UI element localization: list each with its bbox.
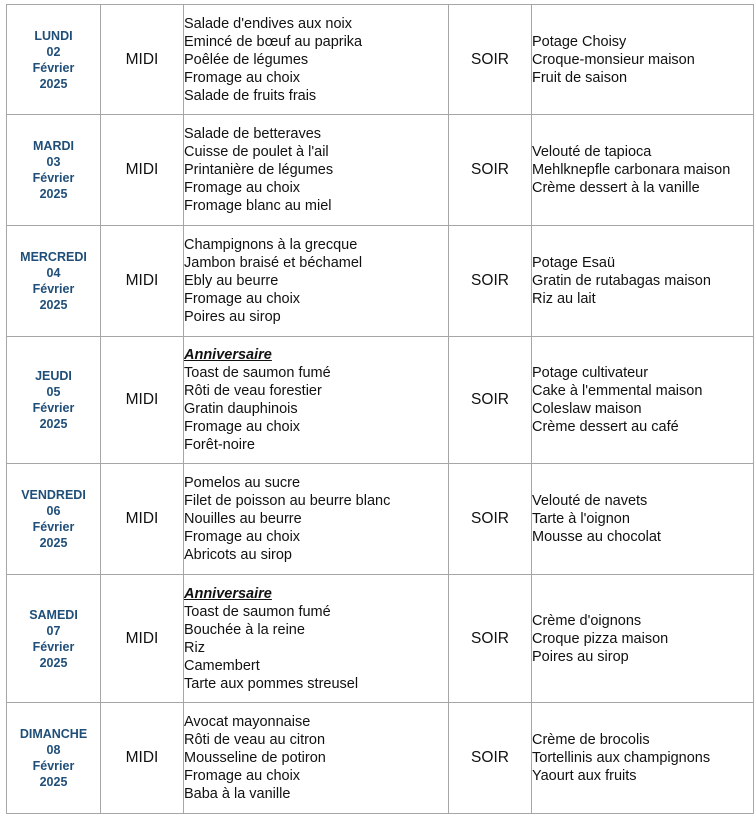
dish-item: Jambon braisé et béchamel bbox=[184, 255, 363, 271]
dish-item: Filet de poisson au beurre blanc bbox=[184, 493, 391, 509]
midi-dishes bbox=[184, 703, 449, 814]
soir-dishes bbox=[532, 115, 754, 226]
dish-item: Velouté de tapioca bbox=[532, 144, 652, 160]
day-year: 2025 bbox=[39, 536, 68, 550]
day-day: MERCREDI bbox=[20, 250, 87, 264]
day-month: Février bbox=[32, 282, 75, 296]
dish-item: Forêt-noire bbox=[184, 437, 255, 453]
day-row bbox=[7, 575, 754, 703]
dish-item: Riz bbox=[184, 639, 205, 656]
day-year: 2025 bbox=[39, 775, 68, 789]
day-cell bbox=[7, 575, 101, 703]
soir-dishes bbox=[532, 703, 754, 814]
day-day: VENDREDI bbox=[21, 488, 86, 502]
dish-item: Baba à la vanille bbox=[184, 786, 291, 802]
soir-label: SOIR bbox=[449, 464, 532, 575]
day-day: LUNDI bbox=[34, 28, 73, 43]
day-year: 2025 bbox=[39, 298, 68, 312]
dish-item: Avocat mayonnaise bbox=[184, 714, 311, 730]
dish-item: Gratin dauphinois bbox=[184, 401, 298, 417]
dish-item: Crème de brocolis bbox=[532, 732, 650, 748]
day-month: Février bbox=[32, 60, 75, 75]
midi-dishes bbox=[184, 464, 449, 575]
dish-item: Croque pizza maison bbox=[532, 630, 669, 647]
dish-item: Mousse au chocolat bbox=[532, 529, 661, 545]
day-cell bbox=[7, 115, 101, 226]
dish-item: Rôti de veau au citron bbox=[184, 732, 326, 748]
soir-label: SOIR bbox=[449, 115, 532, 226]
dish-item: Salade de betteraves bbox=[184, 126, 322, 142]
soir-label: SOIR bbox=[449, 5, 532, 115]
dish-item: Camembert bbox=[184, 657, 260, 674]
day-row bbox=[7, 703, 754, 814]
dish-item: Ebly au beurre bbox=[184, 273, 279, 289]
day-row bbox=[7, 337, 754, 464]
dish-item: Pomelos au sucre bbox=[184, 475, 301, 491]
day-month: Février bbox=[32, 401, 75, 415]
dish-item: Bouchée à la reine bbox=[184, 621, 305, 638]
dish-item: Tortellinis aux champignons bbox=[532, 750, 711, 766]
day-date: 08 bbox=[46, 743, 61, 757]
dish-item: Fruit de saison bbox=[532, 69, 628, 86]
day-day: SAMEDI bbox=[29, 607, 78, 622]
dish-item: Nouilles au beurre bbox=[184, 511, 302, 527]
dish-item: Toast de saumon fumé bbox=[184, 365, 331, 381]
midi-dishes bbox=[184, 5, 449, 115]
special-occasion-label: Anniversaire bbox=[184, 347, 272, 363]
midi-label: MIDI bbox=[101, 575, 184, 703]
day-date: 03 bbox=[46, 155, 61, 169]
dish-item: Velouté de navets bbox=[532, 493, 648, 509]
day-month: Février bbox=[32, 171, 75, 185]
dish-item: Fromage au choix bbox=[184, 291, 301, 307]
day-row bbox=[7, 5, 754, 115]
midi-label: MIDI bbox=[101, 464, 184, 575]
day-cell bbox=[7, 5, 101, 115]
midi-dishes bbox=[184, 337, 449, 464]
dish-item: Croque-monsieur maison bbox=[532, 51, 695, 68]
day-date: 04 bbox=[46, 266, 61, 280]
dish-item: Potage Choisy bbox=[532, 33, 627, 50]
midi-label: MIDI bbox=[101, 337, 184, 464]
dish-item: Fromage au choix bbox=[184, 69, 301, 86]
dish-item: Cake à l'emmental maison bbox=[532, 383, 703, 399]
menu-body bbox=[7, 5, 754, 814]
dish-item: Cuisse de poulet à l'ail bbox=[184, 144, 329, 160]
special-occasion-label: Anniversaire bbox=[184, 585, 272, 602]
day-date: 05 bbox=[46, 385, 61, 399]
dish-item: Printanière de légumes bbox=[184, 162, 334, 178]
dish-item: Fromage au choix bbox=[184, 529, 301, 545]
soir-dishes bbox=[532, 5, 754, 115]
dish-item: Tarte à l'oignon bbox=[532, 511, 630, 527]
dish-item: Riz au lait bbox=[532, 291, 596, 307]
dish-item: Salade de fruits frais bbox=[184, 87, 317, 104]
soir-dishes bbox=[532, 226, 754, 337]
day-cell bbox=[7, 226, 101, 337]
dish-item: Fromage au choix bbox=[184, 768, 301, 784]
day-year: 2025 bbox=[39, 417, 68, 431]
dish-item: Tarte aux pommes streusel bbox=[184, 675, 359, 692]
soir-label: SOIR bbox=[449, 703, 532, 814]
dish-item: Yaourt aux fruits bbox=[532, 768, 637, 784]
day-row bbox=[7, 464, 754, 575]
day-date: 02 bbox=[46, 44, 61, 59]
soir-label: SOIR bbox=[449, 226, 532, 337]
soir-dishes bbox=[532, 337, 754, 464]
day-day: MARDI bbox=[33, 139, 74, 153]
dish-item: Poêlée de légumes bbox=[184, 51, 309, 68]
dish-item: Crème d'oignons bbox=[532, 612, 642, 629]
midi-dishes bbox=[184, 575, 449, 703]
dish-item: Fromage au choix bbox=[184, 180, 301, 196]
weekly-menu-table bbox=[6, 4, 754, 814]
day-cell bbox=[7, 703, 101, 814]
day-row bbox=[7, 115, 754, 226]
dish-item: Potage cultivateur bbox=[532, 365, 649, 381]
day-cell bbox=[7, 464, 101, 575]
day-month: Février bbox=[32, 759, 75, 773]
day-month: Février bbox=[32, 639, 75, 654]
midi-label: MIDI bbox=[101, 5, 184, 115]
day-day: JEUDI bbox=[35, 369, 72, 383]
soir-label: SOIR bbox=[449, 337, 532, 464]
dish-item: Potage Esaü bbox=[532, 255, 616, 271]
dish-item: Coleslaw maison bbox=[532, 401, 642, 417]
day-date: 06 bbox=[46, 504, 61, 518]
midi-label: MIDI bbox=[101, 703, 184, 814]
dish-item: Crème dessert à la vanille bbox=[532, 180, 700, 196]
dish-item: Poires au sirop bbox=[532, 648, 629, 665]
dish-item: Emincé de bœuf au paprika bbox=[184, 33, 363, 50]
day-row bbox=[7, 226, 754, 337]
day-date: 07 bbox=[46, 623, 61, 638]
dish-item: Fromage au choix bbox=[184, 419, 301, 435]
midi-dishes bbox=[184, 226, 449, 337]
dish-item: Crème dessert au café bbox=[532, 419, 679, 435]
day-month: Février bbox=[32, 520, 75, 534]
soir-dishes bbox=[532, 464, 754, 575]
day-year: 2025 bbox=[39, 187, 68, 201]
dish-item: Abricots au sirop bbox=[184, 547, 292, 563]
day-cell bbox=[7, 337, 101, 464]
dish-item: Salade d'endives aux noix bbox=[184, 15, 353, 32]
midi-label: MIDI bbox=[101, 226, 184, 337]
dish-item: Mehlknepfle carbonara maison bbox=[532, 162, 731, 178]
dish-item: Gratin de rutabagas maison bbox=[532, 273, 711, 289]
day-year: 2025 bbox=[39, 655, 68, 670]
midi-label: MIDI bbox=[101, 115, 184, 226]
dish-item: Champignons à la grecque bbox=[184, 237, 358, 253]
day-year: 2025 bbox=[39, 76, 68, 91]
soir-dishes bbox=[532, 575, 754, 703]
dish-item: Mousseline de potiron bbox=[184, 750, 326, 766]
dish-item: Fromage blanc au miel bbox=[184, 198, 332, 214]
midi-dishes bbox=[184, 115, 449, 226]
day-day: DIMANCHE bbox=[19, 727, 88, 741]
dish-item: Rôti de veau forestier bbox=[184, 383, 322, 399]
dish-item: Poires au sirop bbox=[184, 309, 281, 325]
dish-item: Toast de saumon fumé bbox=[184, 603, 331, 620]
soir-label: SOIR bbox=[449, 575, 532, 703]
